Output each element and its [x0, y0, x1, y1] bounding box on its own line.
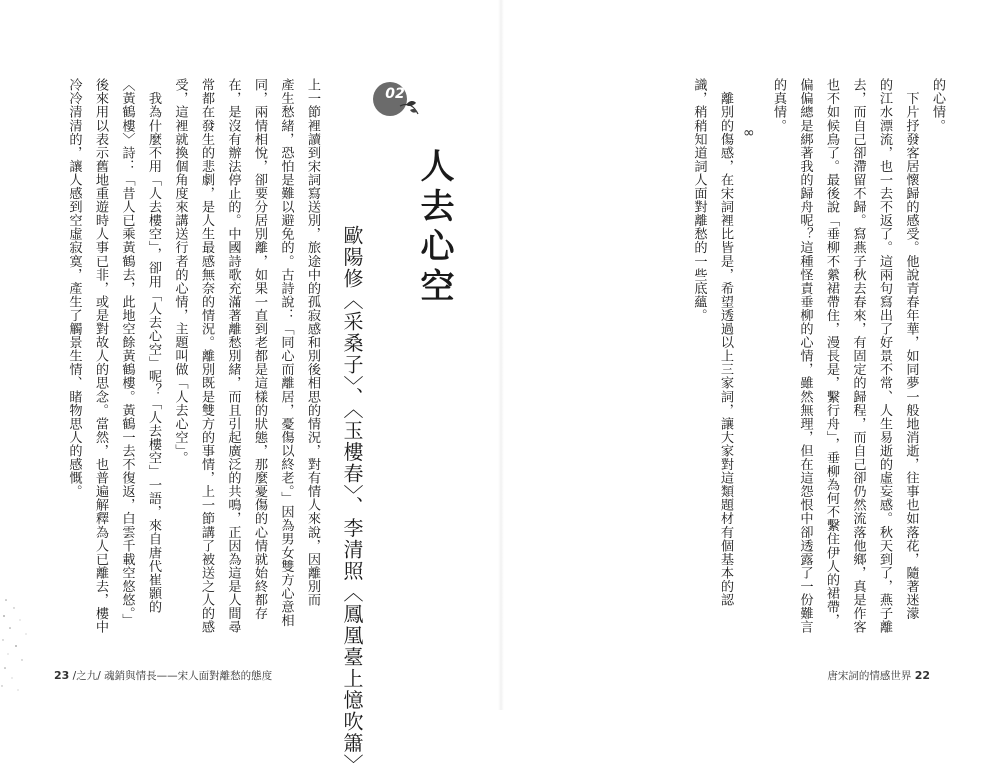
right-footer — [827, 668, 930, 683]
paragraph-line: 識，稍稍知道詞人面對離愁的一些底蘊。 — [691, 78, 707, 322]
paragraph-line: 的真情。 — [771, 78, 786, 133]
chapter-number: 02 — [385, 86, 405, 102]
paragraph-line: 下片抒發客居懷歸的感受。他說青春年華，如同夢一般地消逝，往事也如落花，隨著迷濛 — [903, 78, 919, 620]
chapter-title: 人去心空 — [414, 148, 454, 308]
paragraph-line: 後來用以表示舊地重遊時人事已非，或是對故人的思念。當然，也普遍解釋為人已離去，樓中 — [93, 78, 108, 634]
right-page-number: 22 — [914, 669, 930, 682]
paragraph-line: 受，這裡就換個角度來講送行者的心情，主題叫做「人去心空」。 — [172, 78, 188, 465]
left-page-number: 23 — [54, 669, 70, 682]
paragraph-line: 的心情。 — [930, 78, 945, 133]
paragraph-line: 我為什麼不用「人去樓空」，卻用「人去心空」呢？「人去樓空」一語，來自唐代崔顥的 — [146, 78, 161, 614]
page-gutter — [498, 0, 504, 710]
paragraph-line — [738, 78, 765, 638]
left-footer — [54, 668, 272, 683]
paragraph-line: 去，而自己卻滯留不歸。寫燕子秋去春來，有固定的歸程，而自己卻仍然流落他鄉，真是作客 — [850, 78, 866, 634]
chapter-subtitle: 歐陽修〈采桑子〉、〈玉樓春〉、李清照〈鳳凰臺上憶吹簫〉 — [340, 225, 364, 776]
paragraph-line: 離別的傷感，在宋詞裡比皆是，希望透過以上三家詞，讓大家對這類題材有個基本的認 — [718, 78, 733, 607]
left-page-body — [60, 78, 325, 634]
paragraph-line: 上一節裡讀到宋詞寫送別，旅途中的孤寂感和別後相思的情況，對有情人來說，因離別而 — [305, 78, 320, 607]
left-running-header: /之九/ 魂銷與情長——宋人面對離愁的態度 — [72, 670, 273, 682]
paragraph-line: 冷冷清清的，讓人感到空虛寂寞，產生了觸景生情、睹物思人的感慨。 — [66, 78, 82, 499]
paragraph-line: 產生愁緒，恐怕是難以避免的。古詩說：「同心而離居，憂傷以終老。」因為男女雙方心意相 — [278, 78, 294, 627]
right-running-header: 唐宋詞的情感世界 — [827, 670, 912, 682]
paragraph-line: 的江水漂流，也一去不返了。這兩句寫出了好景不常、人生易逝的虛妄感。秋天到了，燕子離 — [877, 78, 892, 634]
paragraph-line: 常都在發生的悲劇，是人生最感無奈的情況。離別既是雙方的事情，上一節講了被送之人的感 — [199, 78, 214, 634]
paragraph-line: 偏偏總是綁著我的歸舟呢？這種怪責垂柳的心情，雖然無理，但在這怨恨中卻透露了一份難言 — [797, 78, 813, 634]
decorative-dots — [0, 590, 40, 710]
paragraph-line: 〈黃鶴樓〉詩：「昔人已乘黃鶴去，此地空餘黃鶴樓。黃鶴一去不復返，白雲千載空悠悠。」 — [119, 78, 135, 627]
section-divider-icon: ∞ — [743, 125, 755, 141]
paragraph-line: 也不如候鳥了。最後說「垂柳不縈裙帶住，漫長是，繫行舟」，垂柳為何不繫住伊人的裙帶， — [824, 78, 839, 627]
right-page-body — [685, 78, 950, 638]
paragraph-line: 同，兩情相悅，卻要分居別離，如果一直到老都是這樣的狀態，那麼憂傷的心情就始終都存 — [252, 78, 267, 620]
paragraph-line: 在，是沒有辦法停止的。中國詩歌充滿著離愁別緒，而且引起廣泛的共鳴，正因為這是人間尋 — [225, 78, 241, 634]
